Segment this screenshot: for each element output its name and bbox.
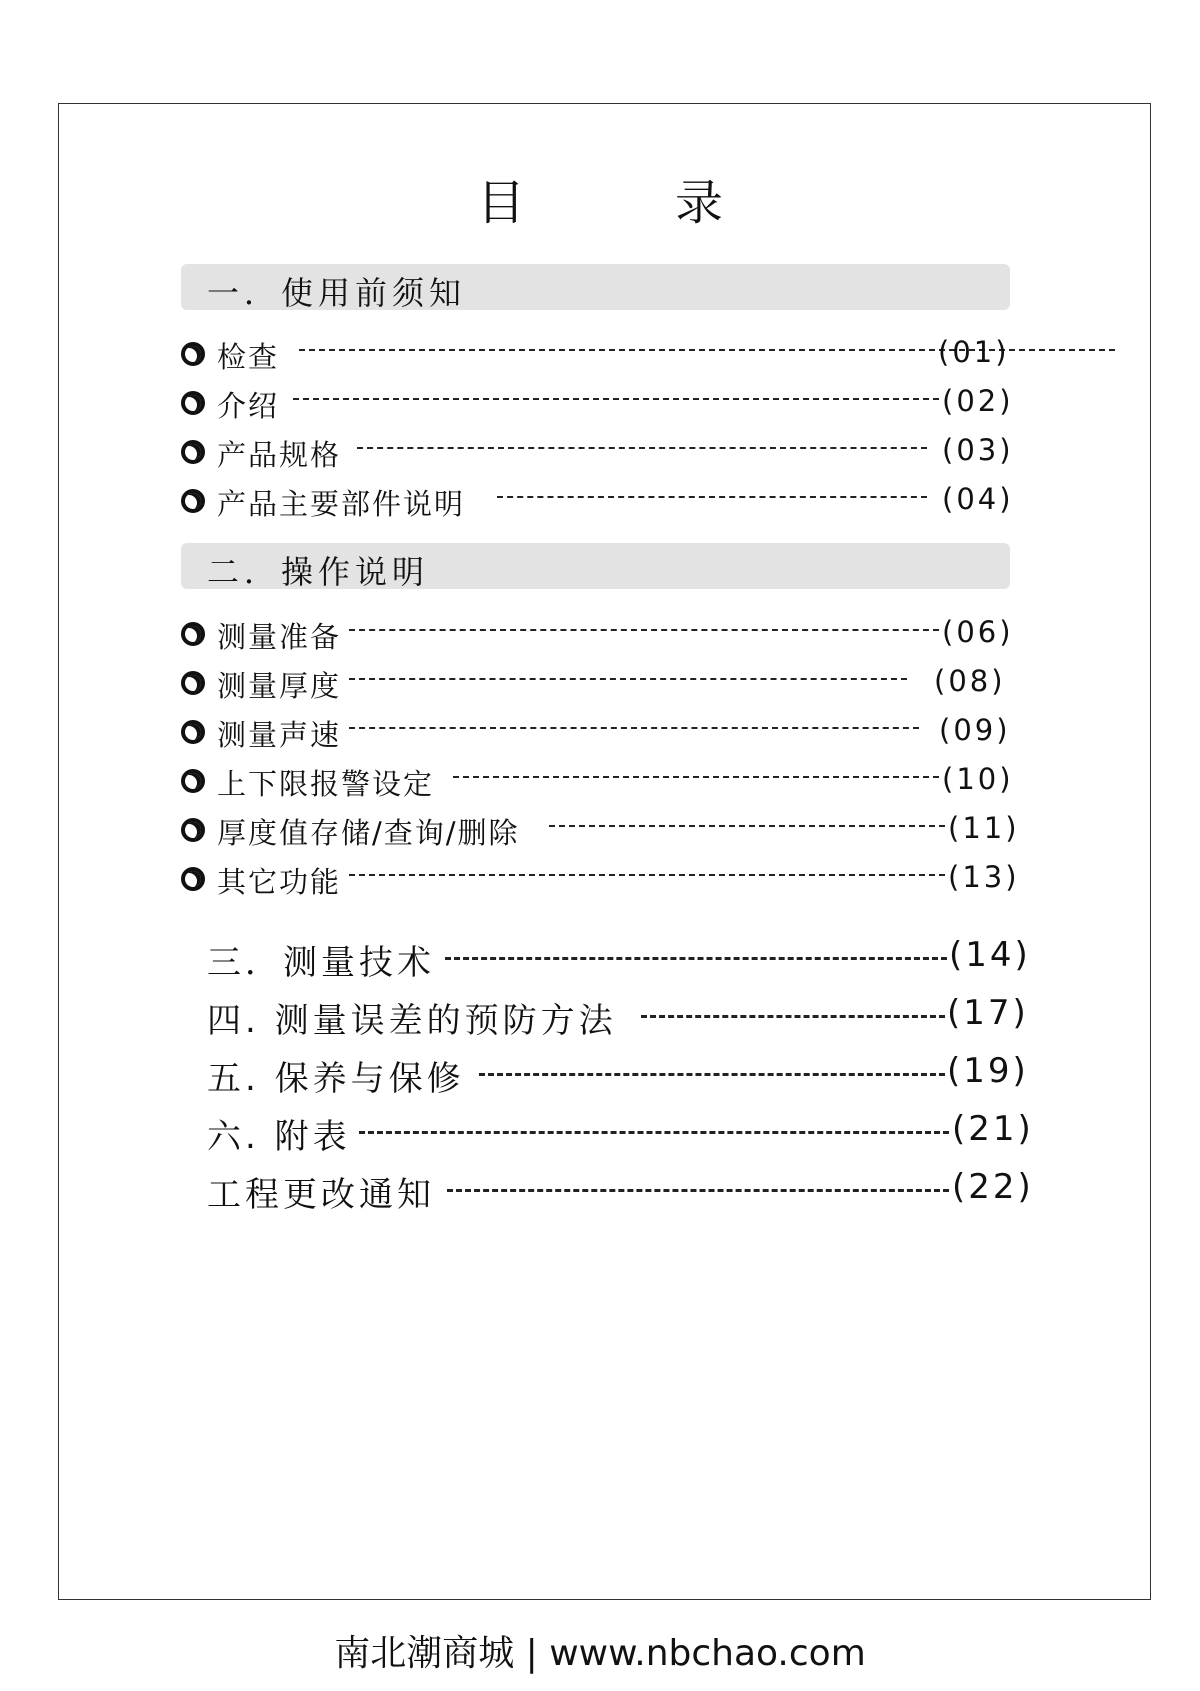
circle-bullet-icon — [181, 818, 205, 842]
circle-bullet-icon — [181, 440, 205, 464]
dot-leader — [349, 678, 907, 680]
toc-item-page: (11) — [948, 811, 1020, 845]
toc-chapter-page: (14) — [949, 935, 1031, 975]
title-char-2: 录 — [675, 175, 724, 231]
dot-leader — [641, 1015, 945, 1018]
dot-leader — [349, 874, 945, 876]
section-heading-2 — [181, 543, 1010, 589]
toc-item-label: 产品规格 — [217, 438, 342, 472]
toc-item-label: 厚度值存储/查询/删除 — [217, 816, 520, 850]
toc-item-label: 其它功能 — [217, 865, 342, 899]
toc-item-page: (01) — [938, 335, 1010, 369]
toc-item-page: (06) — [942, 615, 1014, 649]
dot-leader — [497, 496, 927, 498]
toc-item-label: 测量声速 — [217, 718, 342, 752]
circle-bullet-icon — [181, 622, 205, 646]
circle-bullet-icon — [181, 867, 205, 891]
dot-leader — [349, 727, 919, 729]
dot-leader — [447, 1189, 949, 1192]
toc-chapter[interactable] — [207, 935, 1037, 981]
dot-leader — [293, 398, 939, 400]
toc-item[interactable] — [181, 333, 1021, 373]
toc-item-label: 测量厚度 — [217, 669, 342, 703]
toc-chapter-label: 五. 保养与保修 — [207, 1059, 465, 1099]
circle-bullet-icon — [181, 720, 205, 744]
toc-item-page: (13) — [948, 860, 1020, 894]
dot-leader — [349, 629, 939, 631]
dot-leader — [359, 1131, 949, 1134]
toc-chapter-page: (17) — [947, 993, 1029, 1033]
toc-item-page: (04) — [942, 482, 1014, 516]
toc-chapter[interactable] — [207, 993, 1037, 1039]
toc-item-label: 测量准备 — [217, 620, 342, 654]
toc-item-page: (02) — [942, 384, 1014, 418]
dot-leader — [479, 1073, 945, 1076]
toc-item[interactable] — [181, 662, 1021, 702]
toc-chapter-page: (21) — [952, 1109, 1034, 1149]
title-char-1: 目 — [476, 175, 525, 231]
toc-item-page: (10) — [942, 762, 1014, 796]
toc-item-label: 介绍 — [217, 389, 280, 423]
page-title — [0, 164, 1200, 231]
toc-chapter-label: 六. 附表 — [207, 1117, 351, 1157]
circle-bullet-icon — [181, 671, 205, 695]
dot-leader — [357, 447, 927, 449]
section-heading-label: 一．使用前须知 — [207, 274, 467, 312]
toc-item[interactable] — [181, 382, 1021, 422]
toc-chapter[interactable] — [207, 1051, 1037, 1097]
toc-chapter[interactable] — [207, 1109, 1037, 1155]
toc-item[interactable] — [181, 711, 1021, 751]
toc-chapter-label: 工程更改通知 — [207, 1175, 435, 1215]
toc-item-label: 检查 — [217, 340, 280, 374]
toc-item-label: 上下限报警设定 — [217, 767, 435, 801]
toc-item[interactable] — [181, 480, 1021, 520]
toc-chapter-page: (19) — [947, 1051, 1029, 1091]
site-footer: 南北潮商城 | www.nbchao.com — [334, 1633, 866, 1674]
circle-bullet-icon — [181, 391, 205, 415]
section-heading-label: 二．操作说明 — [207, 553, 430, 591]
toc-item-page: (09) — [939, 713, 1011, 747]
toc-item[interactable] — [181, 431, 1021, 471]
toc-item[interactable] — [181, 809, 1021, 849]
toc-chapter-label: 三．测量技术 — [207, 943, 435, 983]
toc-chapter-label: 四. 测量误差的预防方法 — [207, 1001, 617, 1041]
toc-chapter[interactable] — [207, 1167, 1037, 1213]
dot-leader — [549, 825, 945, 827]
toc-item-page: (08) — [934, 664, 1006, 698]
toc-item[interactable] — [181, 858, 1021, 898]
toc-item[interactable] — [181, 760, 1021, 800]
dot-leader — [445, 957, 947, 960]
section-heading-1 — [181, 264, 1010, 310]
dot-leader — [453, 776, 939, 778]
circle-bullet-icon — [181, 769, 205, 793]
toc-chapter-page: (22) — [952, 1167, 1034, 1207]
toc-item-page: (03) — [942, 433, 1014, 467]
circle-bullet-icon — [181, 489, 205, 513]
toc-item-label: 产品主要部件说明 — [217, 487, 466, 521]
circle-bullet-icon — [181, 342, 205, 366]
toc-item[interactable] — [181, 613, 1021, 653]
